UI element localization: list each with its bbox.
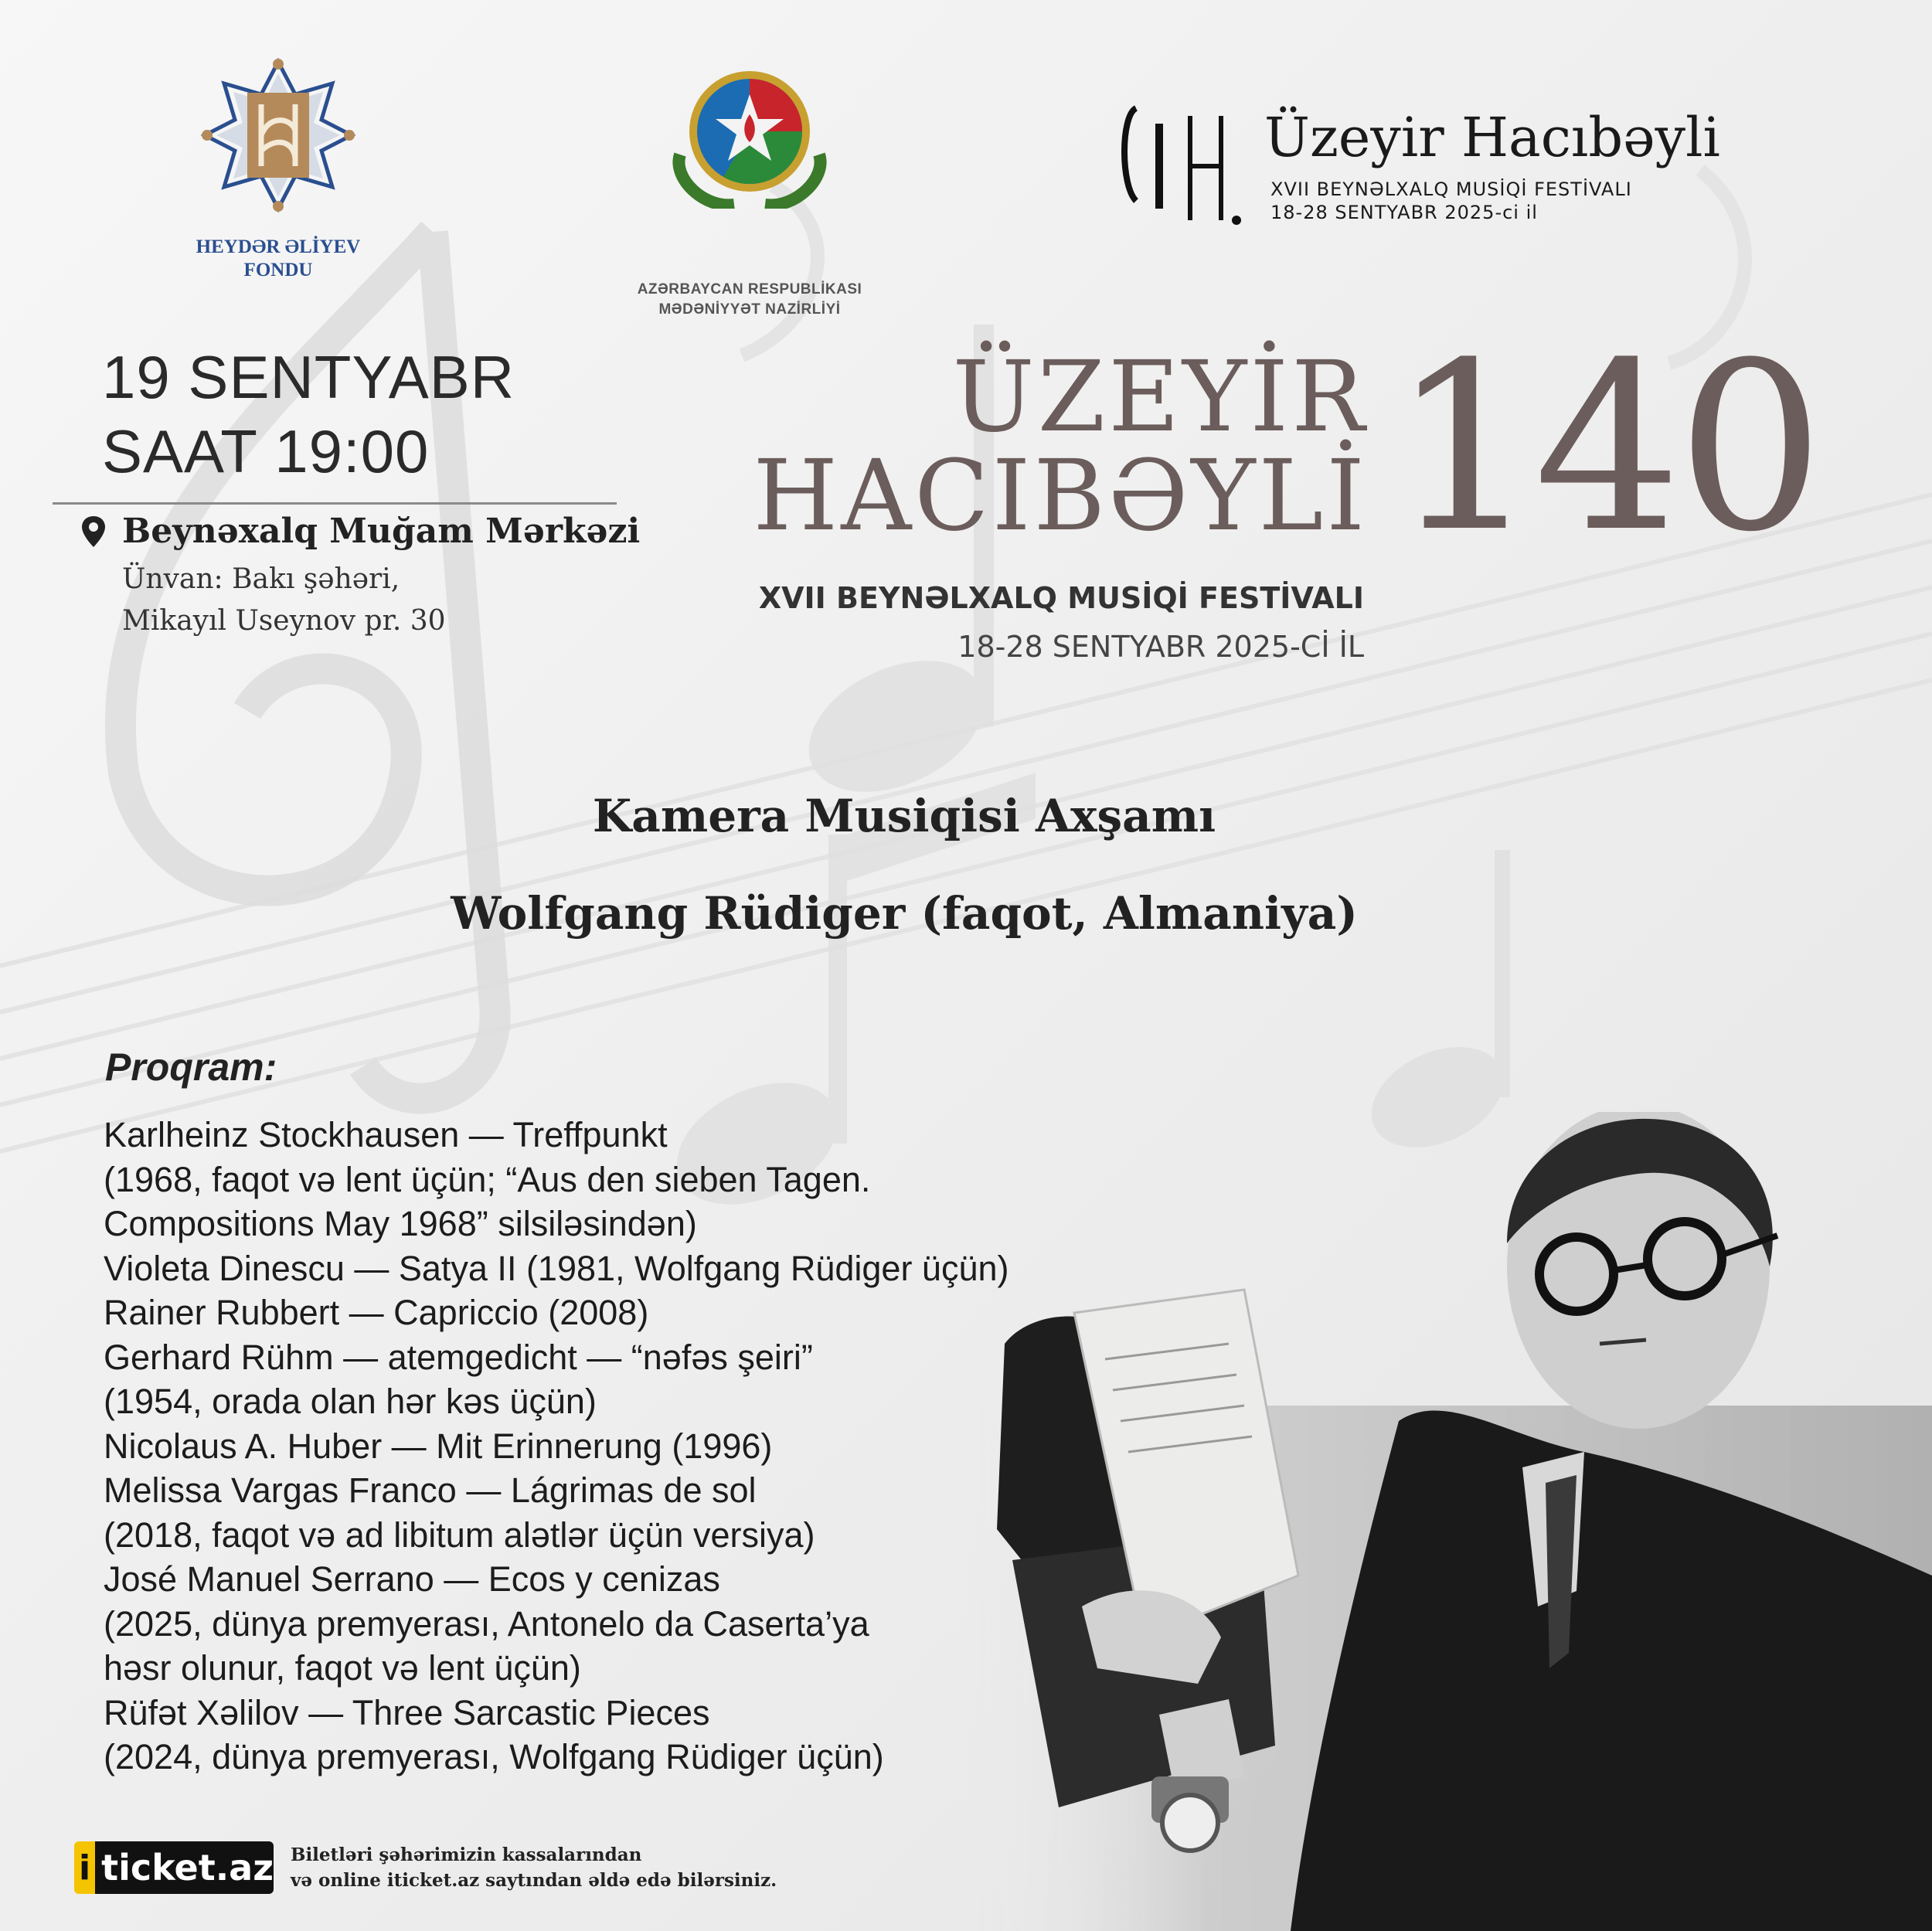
venue-name: Beynəxalq Muğam Mərkəzi [122, 512, 641, 551]
uh-monogram-logo [1113, 93, 1244, 232]
event-date: 19 SENTYABR [102, 343, 515, 411]
composer-portrait-photo [966, 1112, 1932, 1931]
iticket-logo-text: ticket.az [101, 1847, 274, 1889]
program-line: Melissa Vargas Franco — Lágrimas de sol [104, 1470, 757, 1510]
program-line: həsr olunur, faqot və lent üçün) [104, 1648, 581, 1688]
festival-anniversary-number: 140 [1391, 313, 1820, 583]
ministry-name-line1: AZƏRBAYCAN RESPUBLİKASI [637, 281, 862, 297]
festival-name-line2: HACIBƏYLİ [753, 439, 1368, 552]
program-line: Violeta Dinescu — Satya II (1981, Wolfgang Rüdiger üçün) [104, 1248, 1009, 1288]
festival-subtitle: XVII BEYNƏLXALQ MUSİQİ FESTİVALI [758, 581, 1364, 615]
heydar-aliyev-foundation-emblem [178, 54, 379, 216]
program-line: Rüfət Xəlilov — Three Sarcastic Pieces [104, 1692, 710, 1732]
program-line: Gerhard Rühm — atemgedicht — “nəfəs şeiri” [104, 1337, 813, 1377]
event-performer: Wolfgang Rüdiger (faqot, Almaniya) [451, 887, 1358, 940]
program-line: (2018, faqot və ad libitum alətlər üçün versiya) [104, 1515, 815, 1555]
program-line: (2025, dünya premyerası, Antonelo da Caserta’ya [104, 1603, 869, 1644]
iticket-logo-i-letter: i [79, 1848, 91, 1888]
program-list [104, 1113, 1009, 1780]
program-line: (1954, orada olan hər kəs üçün) [104, 1382, 597, 1421]
venue-block [80, 512, 776, 642]
festival-logo-title: Üzeyir Hacıbəyli [1264, 106, 1720, 169]
ticket-note-line2: və online iticket.az saytından əldə edə bilərsiniz. [291, 1870, 777, 1891]
festival-logo [1113, 93, 1747, 232]
festival-dates: 18-28 SENTYABR 2025-Cİ İL [957, 630, 1364, 664]
program-heading: Proqram: [105, 1045, 277, 1089]
festival-logo-line1: XVII BEYNƏLXALQ MUSİQİ FESTİVALI [1270, 178, 1632, 200]
venue-address-line2: Mikayıl Useynov pr. 30 [122, 605, 446, 637]
program-line: Nicolaus A. Huber — Mit Erinnerung (1996) [104, 1426, 773, 1466]
ministry-of-culture-logo [603, 62, 896, 318]
program-line: (2024, dünya premyerası, Wolfgang Rüdiger üçün) [104, 1737, 884, 1776]
ticket-note-line1: Biletləri şəhərimizin kassalarından [291, 1844, 642, 1865]
azerbaijan-coat-of-arms [603, 62, 896, 209]
program-line: Rainer Rubbert — Capriccio (2008) [104, 1293, 649, 1332]
iticket-logo[interactable] [74, 1841, 274, 1894]
heydar-aliyev-foundation-logo [178, 54, 379, 280]
ministry-name-line2: MƏDƏNİYYƏT NAZİRLİYİ [658, 301, 841, 318]
iticket-logo-i [74, 1841, 95, 1894]
venue-address-line1: Ünvan: Bakı şəhəri, [122, 563, 400, 595]
festival-title-block [696, 340, 1368, 552]
festival-logo-line2: 18-28 SENTYABR 2025-ci il [1270, 202, 1538, 223]
program-line: Compositions May 1968” silsiləsindən) [104, 1204, 697, 1243]
festival-name-line1: ÜZEYİR [952, 340, 1368, 454]
event-datetime [102, 340, 643, 488]
event-time: SAAT 19:00 [102, 417, 430, 485]
ticket-note [291, 1842, 777, 1893]
event-title: Kamera Musiqisi Axşamı [592, 790, 1216, 842]
datetime-divider [53, 502, 617, 505]
iticket-logo-text-box [95, 1841, 274, 1894]
map-pin-icon [80, 515, 107, 549]
program-line: Karlheinz Stockhausen — Treffpunkt [104, 1115, 668, 1154]
heydar-fund-name-line2: FONDU [243, 260, 313, 280]
program-line: (1968, faqot və lent üçün; “Aus den sieben Tagen. [104, 1159, 871, 1199]
heydar-fund-name-line1: HEYDƏR ƏLİYEV [196, 236, 361, 257]
program-line: José Manuel Serrano — Ecos y cenizas [104, 1559, 720, 1599]
